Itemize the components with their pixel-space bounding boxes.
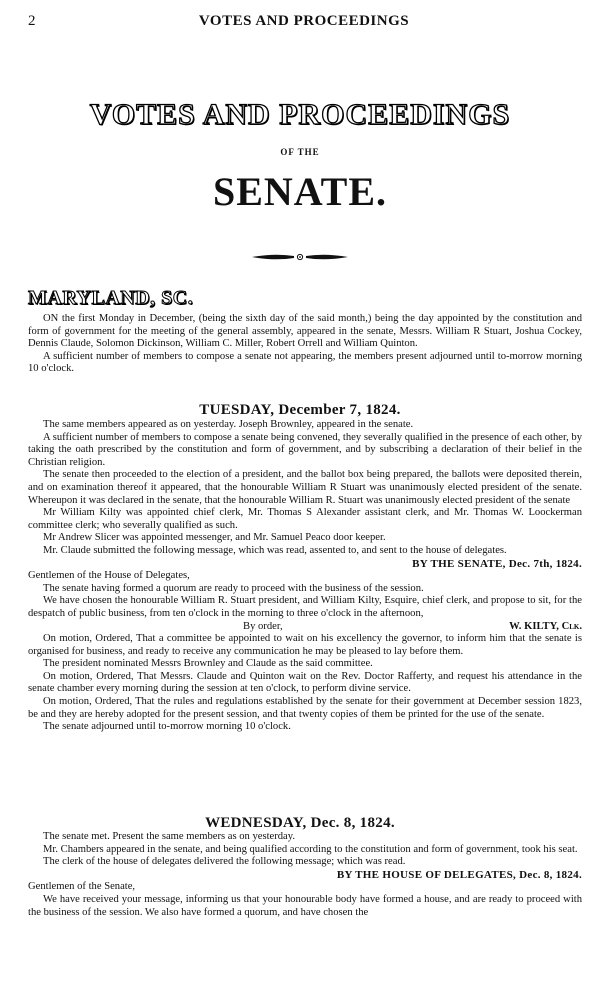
- title-of-the: OF THE: [280, 147, 320, 157]
- section-maryland-body: [28, 313, 582, 376]
- running-title: VOTES AND PROCEEDINGS: [198, 13, 410, 29]
- paragraph: We have chosen the honourable William R. Stuart president, and William Kilty, Esquire, chief clerk, and propose to sit, for the despatch of public business, from ten o'clock in the morning to three o'clock in the afternoon,: [28, 595, 582, 619]
- page-number: 2: [28, 13, 36, 29]
- section-heading-tuesday: TUESDAY, December 7, 1824.: [199, 402, 401, 418]
- paragraph: ON the first Monday in December, (being the sixth day of the said month,) being the day appointed by the constitution and form of government for the meeting of the general assembly, appeared in the senate, Messrs. William R Stuart, Joshua Cockey, Dennis Claude, Solomon Dickinson, William C. Miller, Robert Orrell and William Quinton.: [28, 313, 582, 350]
- paragraph: The senate met. Present the same members as on yesterday.: [43, 831, 296, 842]
- paragraph: Mr William Kilty was appointed chief clerk, Mr. Thomas S Alexander assistant clerk, and Mr. Thomas W. Loockerman committee clerk; who severally qualified as such.: [28, 507, 582, 531]
- salutation: Gentlemen of the Senate,: [28, 881, 136, 893]
- main-title: VOTES AND PROCEEDINGS: [89, 98, 511, 131]
- paragraph: The senate having formed a quorum are ready to proceed with the business of the session.: [43, 582, 424, 594]
- section-tuesday-body: [28, 419, 582, 734]
- section-heading-maryland: MARYLAND, SC.: [28, 287, 194, 309]
- salutation: Gentlemen of the House of Delegates,: [28, 570, 190, 582]
- by-order: By order,: [243, 620, 283, 632]
- ornament-divider-icon: [250, 250, 350, 264]
- signature-line: BY THE HOUSE OF DELEGATES, Dec. 8, 1824.: [336, 868, 582, 881]
- paragraph: The same members appeared as on yesterday. Joseph Brownley, appeared in the senate.: [43, 419, 414, 430]
- paragraph: The president nominated Messrs Brownley and Claude as the said committee.: [43, 658, 373, 670]
- paragraph: A sufficient number of members to compose a senate not appearing, the members present adjourned until to-morrow morning 10 o'clock.: [28, 350, 582, 375]
- paragraph: On motion, Ordered, That Messrs. Claude and Quinton wait on the Rev. Doctor Rafferty, and request his attendance in the senate chamber every morning during the session at ten o'clock, to perform divine service.: [28, 670, 582, 695]
- clerk-signature: W. KILTY, Clk.: [509, 620, 582, 632]
- paragraph: On motion, Ordered, That a committee be appointed to wait on his excellency the governor, to inform him that the senate is organised for business, and ready to receive any communication he may be pleased to lay before them.: [28, 633, 582, 657]
- order-line: [28, 621, 582, 634]
- signature-line: BY THE SENATE, Dec. 7th, 1824.: [412, 557, 582, 570]
- running-header: [28, 13, 580, 33]
- section-wednesday-body: [28, 831, 582, 919]
- paragraph: Mr. Claude submitted the following message, which was read, assented to, and sent to the house of delegates.: [43, 544, 507, 556]
- paragraph: Mr Andrew Slicer was appointed messenger, and Mr. Samuel Peaco door keeper.: [43, 532, 386, 544]
- title-senate: SENATE.: [212, 169, 388, 214]
- paragraph: The senate then proceeded to the election of a president, and the ballot box being prepared, the ballots were deposited therein, and on examination thereof it appeared, that the honourable William R Stuart was unanimously elected president of the senate. Whereupon it was declared in the senate, that the honourable William R. Stuart was unanimously elected president of the senate: [28, 469, 582, 506]
- paragraph: We have received your message, informing us that your honourable body have formed a house, and are ready to proceed with the business of the session. We also have formed a quorum, and have chosen the: [28, 893, 582, 918]
- paragraph: On motion, Ordered, That the rules and regulations established by the senate for their government at December session 1823, be and they are hereby adopted for the present session, and that twenty copies of them be printed for the use of the senate.: [28, 696, 582, 720]
- paragraph: A sufficient number of members to compose a senate being convened, they severally qualified in the presence of each other, by taking the oath prescribed by the constitution and form of government, and by subscribing a declaration of their belief in the Christian religion.: [28, 431, 582, 468]
- paragraph: The clerk of the house of delegates delivered the following message; which was read.: [43, 856, 406, 868]
- paragraph: Mr. Chambers appeared in the senate, and being qualified according to the constitution and form of government, took his seat.: [43, 843, 578, 855]
- section-heading-wednesday: WEDNESDAY, Dec. 8, 1824.: [205, 815, 395, 831]
- paragraph: The senate adjourned until to-morrow morning 10 o'clock.: [43, 721, 291, 733]
